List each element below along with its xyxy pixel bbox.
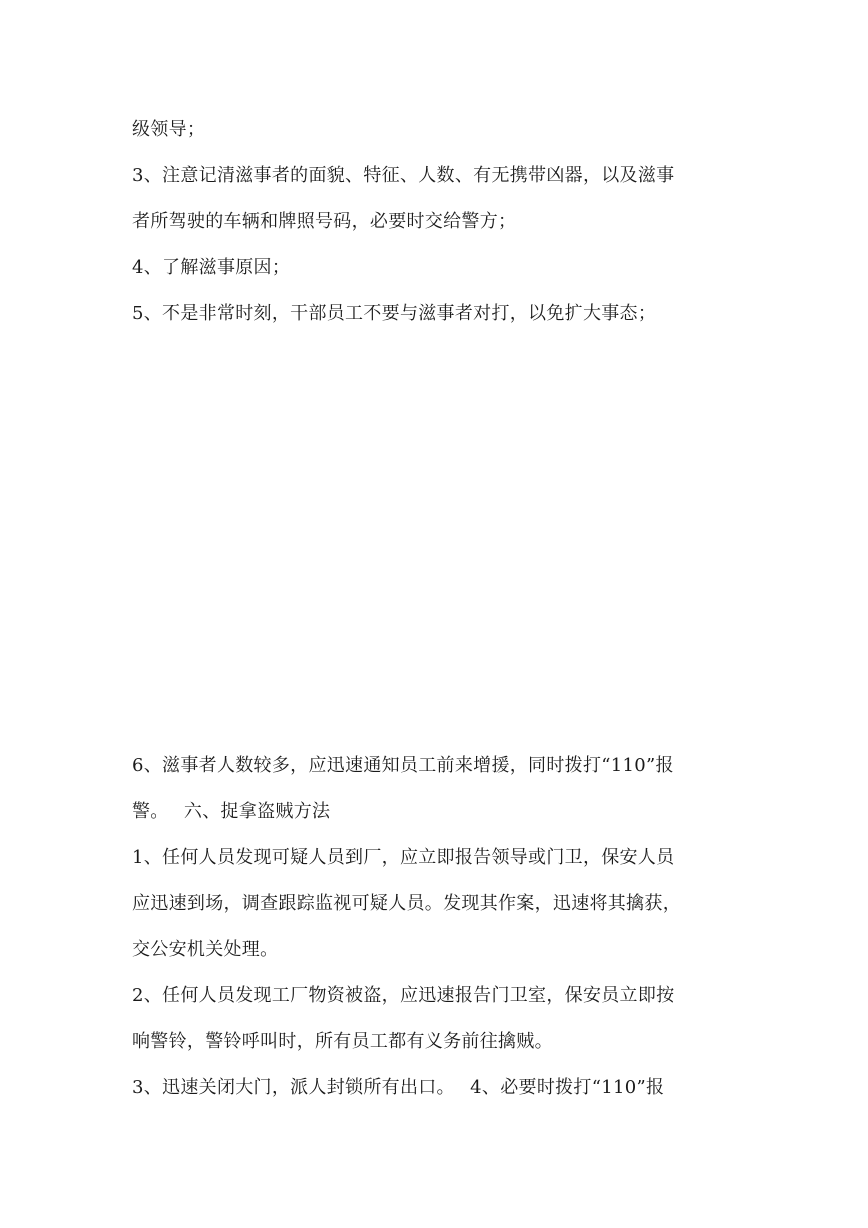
text-line: 级领导； [132,119,206,140]
text-line: 4、了解滋事原因； [132,257,291,278]
text-line: 3、注意记清滋事者的面貌、特征、人数、有无携带凶器，以及滋事 [132,165,675,186]
text-line: 3、迅速关闭大门，派人封锁所有出口。 4、必要时拨打“110”报 [132,1077,665,1098]
text-line: 响警铃，警铃呼叫时，所有员工都有义务前往擒贼。 [132,1031,553,1052]
text-line: 2、任何人员发现工厂物资被盗，应迅速报告门卫室，保安员立即按 [132,985,675,1006]
text-line: 者所驾驶的车辆和牌照号码，必要时交给警方； [132,211,517,232]
text-line: 交公安机关处理。 [132,939,279,960]
text-line: 5、不是非常时刻，干部员工不要与滋事者对打，以免扩大事态； [132,303,657,324]
text-line: 6、滋事者人数较多，应迅速通知员工前来增援，同时拨打“110”报 [132,755,674,776]
text-line: 警。 六、捉拿盗贼方法 [132,801,331,822]
text-line: 应迅速到场，调查跟踪监视可疑人员。发现其作案，迅速将其擒获， [132,893,681,914]
text-line: 1、任何人员发现可疑人员到厂，应立即报告领导或门卫，保安人员 [132,847,675,868]
